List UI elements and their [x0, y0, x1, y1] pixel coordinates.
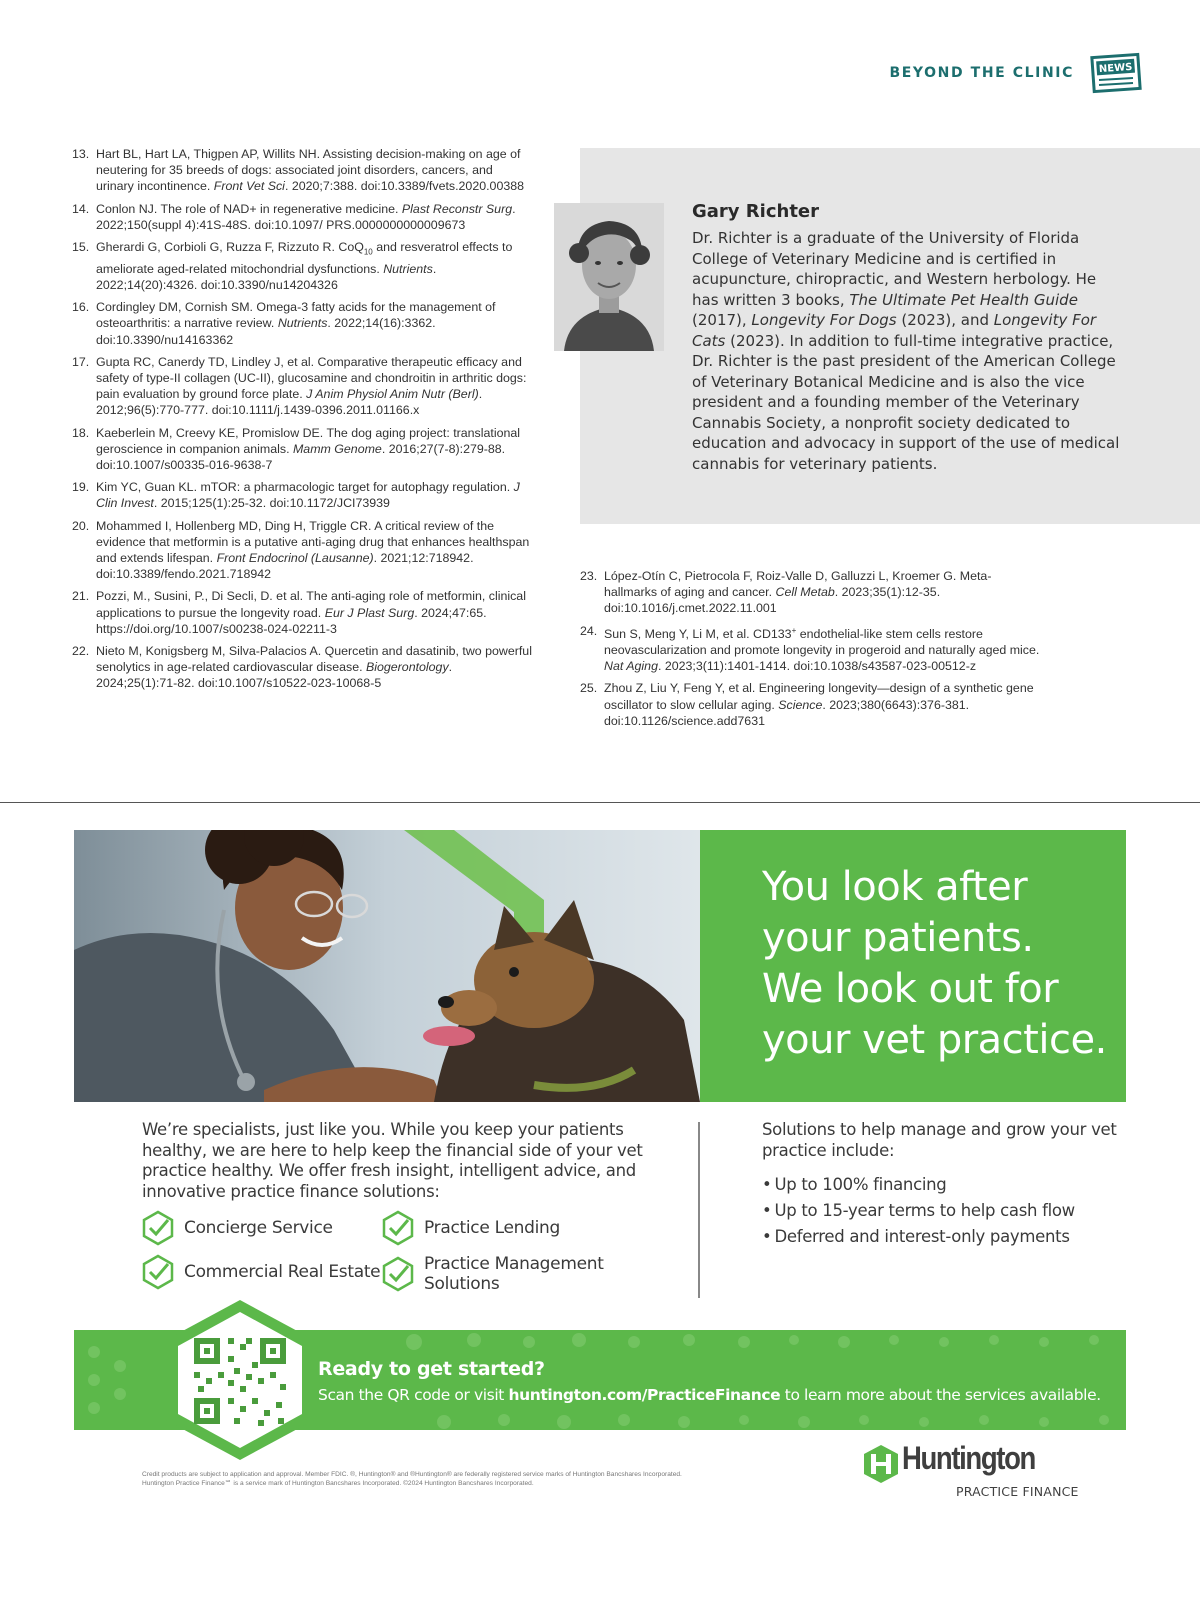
reference-item: 13. Hart BL, Hart LA, Thigpen AP, Willits NH. Assisting decision-making on age of neutering for 35 breeds of dogs: associated joint disorders, cancers, and urinary incontinence. Front Vet Sci. 2020;7:388. doi:10.3389/fvets.2020.00388 — [72, 147, 525, 194]
reference-item: 20. Mohammed I, Hollenberg MD, Ding H, Triggle CR. A critical review of the evidence that metformin is a putative anti-aging drug that enhances healthspan and extends lifespan. Front Endocrinol (Lausanne). 2021;12:718942. doi:10.3389/fendo.2021.718942 — [72, 518, 530, 582]
check-hexagon-icon — [380, 1210, 416, 1246]
brand-name: Huntington — [902, 1440, 1035, 1476]
brand-subtitle: PRACTICE FINANCE — [956, 1484, 1079, 1499]
author-bio-text: Dr. Richter is a graduate of the University of Florida College of Veterinary Medicine and is certified in acupuncture, chiropractic, and Western herbology. He has written 3 books, The Ultimate Pet Health Guide (2017), Longevity For Dogs (2023), and Longevity For Cats (2023). In addition to full-time integrative practice, Dr. Richter is the past president of the American College of Veterinary Botanical Medicine and is also the vice president and a founding member of the Veterinary Cannabis Society, a nonprofit society dedicated to education and advocacy in support of the use of medical cannabis for veterinary patients. — [692, 229, 1120, 473]
solutions-list — [762, 1172, 1142, 1250]
reference-item: 15. Gherardi G, Corbioli G, Ruzza F, Rizzuto R. CoQ$_{10}$ and resveratrol effects to ameliorate aged-related mitochondrial dysfunctions. Nutrients. 2022;14(20):4326. doi:10.3390/nu14204326 — [72, 240, 513, 292]
ad-intro-text: We’re specialists, just like you. While you keep your patients healthy, we are here to help keep the financial side of your vet practice healthy. We offer fresh insight, intelligent advice, and innovative practice finance solutions: — [142, 1120, 643, 1201]
solution-item: • Up to 15-year terms to help cash flow — [762, 1198, 1142, 1224]
ad-photo-vet-with-dog — [74, 830, 700, 1102]
service-item: Concierge Service — [140, 1210, 333, 1246]
solution-item: • Up to 100% financing — [762, 1172, 1142, 1198]
solution-item: • Deferred and interest-only payments — [762, 1224, 1142, 1250]
service-item: Commercial Real Estate — [140, 1254, 380, 1290]
ad-headline: You look after your patients. We look out for your vet practice. — [762, 864, 1107, 1063]
reference-item: 16. Cordingley DM, Cornish SM. Omega-3 fatty acids for the management of osteoarthritis: a narrative review. Nutrients. 2022;14(16):3362. doi:10.3390/nu14163362 — [72, 300, 496, 347]
cta-text: Scan the QR code or visit huntington.com/PracticeFinance to learn more about the services available. — [318, 1386, 1101, 1404]
reference-item: 17. Gupta RC, Canerdy TD, Lindley J, et al. Comparative therapeutic efficacy and safety of type-II collagen (UC-II), glucosamine and chondroitin in arthritic dogs: pain evaluation by ground force plate. J Anim Physiol Anim Nutr (Berl). 2012;96(5):770-777. doi:10.1111/j.1439-0396.2011.01166.x — [72, 354, 527, 418]
check-hexagon-icon — [140, 1210, 176, 1246]
page-header — [890, 52, 1145, 94]
reference-item: 21. Pozzi, M., Susini, P., Di Secli, D. et al. The anti-aging role of metformin, clinical applications to pursue the longevity road. Eur J Plast Surg. 2024;47:65. https://doi.org/10.1007/s00238-024-02211-3 — [72, 589, 526, 636]
check-hexagon-icon — [380, 1256, 416, 1292]
news-icon — [1088, 52, 1144, 94]
huntington-hex-icon — [862, 1444, 900, 1484]
reference-item: 14. Conlon NJ. The role of NAD+ in regenerative medicine. Plast Reconstr Surg. 2022;150(suppl 4):41S-48S. doi:10.1097/ PRS.0000000000009673 — [72, 201, 516, 232]
services-list — [140, 1210, 680, 1306]
news-badge-label: NEWS — [1098, 61, 1133, 76]
reference-item: 22. Nieto M, Konigsberg M, Silva-Palacios A. Quercetin and dasatinib, two powerful senolytics in age-related cardiovascular disease. Biogerontology. 2024;25(1):71-82. doi:10.1007/s10522-023-10068-5 — [72, 643, 532, 691]
qr-code — [158, 1298, 322, 1462]
reference-item: 18. Kaeberlein M, Creevy KE, Promislow DE. The dog aging project: translational geroscience in companion animals. Mamm Genome. 2016;27(7-8):279-88. doi:10.1007/s00335-016-9638-7 — [72, 425, 521, 472]
reference-item: 19. Kim YC, Guan KL. mTOR: a pharmacologic target for autophagy regulation. J Clin Invest. 2015;125(1):25-32. doi:10.1172/JCI73939 — [72, 480, 520, 511]
section-label: BEYOND THE CLINIC — [889, 65, 1074, 81]
service-item: Practice Lending — [380, 1210, 560, 1246]
reference-item: 25. Zhou Z, Liu Y, Feng Y, et al. Engineering longevity—design of a synthetic gene oscillator to slow cellular aging. Science. 2023;380(6643):376-381. doi:10.1126/science.add7631 — [580, 681, 1034, 728]
column-separator — [698, 1122, 700, 1298]
solutions-intro: Solutions to help manage and grow your vet practice include: — [762, 1120, 1117, 1160]
reference-item: 23. López-Otín C, Pietrocola F, Roiz-Valle D, Galluzzi L, Kroemer G. Meta-hallmarks of aging and cancer. Cell Metab. 2023;35(1):12-35. doi:10.1016/j.cmet.2022.11.001 — [580, 569, 992, 616]
service-item: Practice Management Solutions — [380, 1254, 680, 1294]
author-name: Gary Richter — [692, 201, 820, 222]
reference-item: 24. Sun S, Meng Y, Li M, et al. CD133+ endothelial-like stem cells restore neovascularization and promote longevity in progeroid and naturally aged mice. Nat Aging. 2023;3(11):1401-1414. doi:10.1038/s43587-023-00512-z — [580, 623, 1040, 674]
references-right — [580, 568, 1040, 735]
page-divider — [0, 802, 1200, 803]
check-hexagon-icon — [140, 1254, 176, 1290]
author-photo — [554, 203, 664, 351]
cta-title: Ready to get started? — [318, 1358, 545, 1380]
references-left — [72, 146, 532, 698]
legal-disclaimer: Credit products are subject to application and approval. Member FDIC. ®, Huntington® and ®Huntington® are federally registered service marks of Huntington Bancshares Incorporated. Huntington Practice Finance℠ is a service mark of Huntington Bancshares Incorporated. ©2024 Huntington Bancshares Incorporated. — [142, 1471, 682, 1487]
cta-link[interactable]: huntington.com/PracticeFinance — [508, 1386, 781, 1404]
